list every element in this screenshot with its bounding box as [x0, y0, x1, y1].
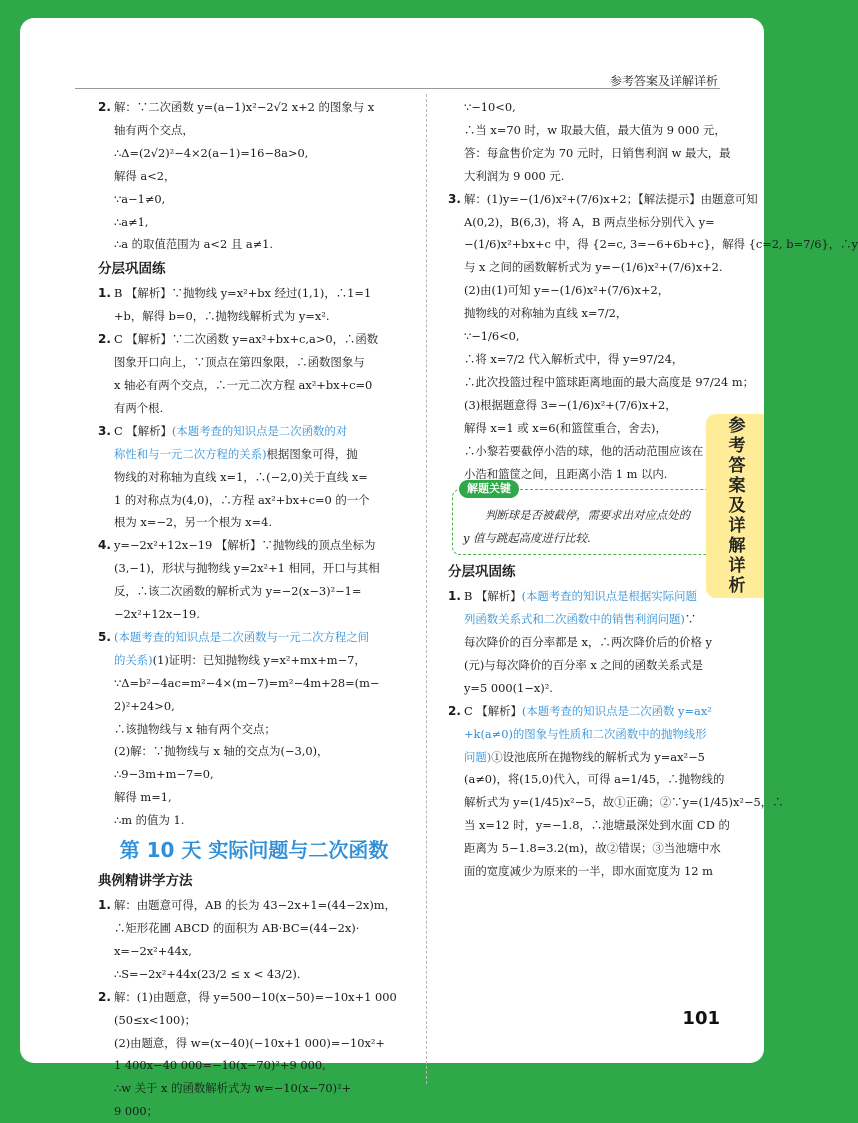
text-line: (3,−1)，形状与抛物线 y=2x²+1 相同，开口与其相 — [114, 561, 380, 576]
text-line: 判断球是否被截停，需要求出对应点处的 — [485, 508, 691, 523]
text-line: 解：由题意可得，AB 的长为 43−2x+1=(44−2x)m， — [114, 898, 396, 913]
item-number: 1. — [98, 898, 111, 913]
text-line: 根据图象可得，抛 — [266, 446, 358, 461]
text-line: 大利润为 9 000 元. — [464, 168, 565, 183]
text-line: 物线的对称轴为直线 x=1，∴(−2,0)关于直线 x= — [114, 469, 368, 484]
item-number: 2. — [98, 100, 111, 114]
text-line: B 【解析】∵抛物线 y=x²+bx 经过(1,1)，∴1=1 — [114, 286, 372, 301]
example-2-continued — [448, 96, 748, 188]
header-rule — [75, 88, 720, 89]
text-line: 小浩和篮筐之间，且距离小浩 1 m 以内. — [464, 466, 668, 481]
text-line: ∵−1/6<0, — [464, 329, 520, 344]
section-heading: 分层巩固练 — [448, 564, 516, 581]
text-line: C 【解析】∵二次函数 y=ax²+bx+c,a>0，∴函数 — [114, 332, 379, 347]
answer-label: C 【解析】 — [114, 423, 172, 438]
knowledge-note: (本题考查的知识点是二次函数与一元二次方程之间 — [114, 629, 370, 644]
item-number: 2. — [98, 332, 111, 347]
example-1 — [98, 894, 410, 986]
text-line: (2)由(1)可知 y=−(1/6)x²+(7/6)x+2， — [464, 283, 670, 298]
text-line: 9 000； — [114, 1104, 158, 1119]
right-column — [448, 96, 858, 883]
text-line: ∵a−1≠0, — [114, 191, 166, 206]
text-line: ∵ — [684, 612, 697, 627]
example-3 — [448, 188, 858, 486]
item-number: 3. — [448, 191, 461, 206]
practice-r1 — [448, 585, 748, 700]
text-line: ∴此次投篮过程中篮球距离地面的最大高度是 97/24 m； — [464, 374, 755, 389]
text-line: ∴a≠1, — [114, 214, 149, 229]
text-line: 根为 x=−2，另一个根为 x=4. — [114, 515, 272, 530]
text-line: −2x²+12x−19. — [114, 607, 200, 622]
item-number: 1. — [448, 589, 461, 604]
text-line: 解得 x=1 或 x=6(和篮筐重合，舍去)， — [464, 420, 667, 435]
text-line: 抛物线的对称轴为直线 x=7/2， — [464, 306, 628, 321]
item-number: 2. — [448, 703, 461, 718]
text-line: (50≤x<100)； — [114, 1012, 197, 1027]
knowledge-note: (本题考查的知识点是二次函数的对 — [171, 423, 348, 438]
item-number: 1. — [98, 286, 111, 301]
item-number: 4. — [98, 538, 111, 553]
text-line: (2)解：∵抛物线与 x 轴的交点为(−3,0)， — [114, 744, 329, 759]
chapter-side-tab[interactable] — [706, 414, 764, 598]
text-line: 2)²+24>0, — [114, 698, 175, 713]
text-line: y=−2x²+12x−19 【解析】∵抛物线的顶点坐标为 — [114, 538, 376, 553]
text-line: 反，∴该二次函数的解析式为 y=−2(x−3)²−1= — [114, 584, 362, 599]
text-line: y 值与跳起高度进行比较. — [463, 531, 591, 546]
text-line: A(0,2)，B(6,3)，将 A，B 两点坐标分别代入 y= — [464, 214, 715, 229]
knowledge-note: (本题考查的知识点是二次函数 y=ax² — [521, 703, 712, 718]
item-number: 2. — [98, 989, 111, 1004]
text-line: (1)证明：已知抛物线 y=x²+mx+m−7， — [152, 652, 366, 667]
section-heading: 典例精讲学方法 — [98, 873, 193, 890]
knowledge-note: +k(a≠0)的图象与性质和二次函数中的抛物线形 — [464, 726, 707, 741]
text-line: ∴a 的取值范围为 a<2 且 a≠1. — [114, 237, 274, 252]
practice-3 — [98, 420, 410, 535]
text-line: 面的宽度减少为原来的一半，即水面宽度为 12 m — [464, 864, 713, 879]
text-line: ∴将 x=7/2 代入解析式中，得 y=97/24， — [464, 351, 684, 366]
text-line: 解析式为 y=(1/45)x²−5，故①正确；②∵y=(1/45)x²−5，∴ — [464, 795, 784, 810]
text-line: −(1/6)x²+bx+c 中，得 {2=c, 3=−6+6b+c}，解得 {c=2, b=7/6}，∴y — [464, 237, 858, 252]
answer-2 — [98, 96, 410, 256]
text-line: ①设池底所在抛物线的解析式为 y=ax²−5 — [491, 749, 705, 764]
text-line: 距离为 5−1.8=3.2(m)，故②错误；③当池塘中水 — [464, 841, 721, 856]
text-line: 1 的对称点为(4,0)，∴方程 ax²+bx+c=0 的一个 — [114, 492, 370, 507]
knowledge-note: 列函数关系式和二次函数中的销售利润问题) — [464, 612, 685, 627]
text-line: ∴m 的值为 1. — [114, 813, 185, 828]
text-line: ∵Δ=b²−4ac=m²−4×(m−7)=m²−4m+28=(m− — [114, 675, 380, 690]
practice-4 — [98, 534, 410, 626]
running-header: 参考答案及详解详析 — [609, 74, 718, 88]
text-line: 1 400x−40 000=−10(x−70)²+9 000, — [114, 1058, 326, 1073]
text-line: ∴矩形花圃 ABCD 的面积为 AB·BC=(44−2x)· — [114, 921, 360, 935]
text-line: +b，解得 b=0，∴抛物线解析式为 y=x². — [114, 309, 330, 324]
knowledge-note: 的关系) — [114, 652, 153, 667]
text-line: y=5 000(1−x)². — [464, 680, 553, 695]
text-line: (元)与每次降价的百分率 x 之间的函数关系式是 — [464, 657, 703, 672]
knowledge-note: (本题考查的知识点是根据实际问题 — [521, 589, 697, 604]
text-line: (2)由题意，得 w=(x−40)(−10x+1 000)=−10x²+ — [114, 1035, 385, 1050]
text-line: 图象开口向上，∵顶点在第四象限，∴函数图象与 — [114, 355, 365, 370]
text-line: 解：(1)由题意，得 y=500−10(x−50)=−10x+1 000 — [114, 989, 397, 1004]
item-number: 5. — [98, 629, 111, 644]
text-line: ∵−10<0, — [464, 100, 516, 114]
page-number: 101 — [682, 1008, 720, 1029]
text-line: ∴当 x=70 时，w 取最大值，最大值为 9 000 元， — [464, 122, 726, 137]
text-line: 答：每盒售价定为 70 元时，日销售利润 w 最大，最 — [464, 145, 731, 160]
text-line: ∴该抛物线与 x 轴有两个交点； — [114, 721, 276, 736]
left-column — [98, 96, 410, 1123]
text-line: 解得 a<2， — [114, 168, 176, 183]
text-line: ∴w 关于 x 的函数解析式为 w=−10(x−70)²+ — [114, 1081, 352, 1096]
text-line: 当 x=12 时，y=−1.8，∴池塘最深处到水面 CD 的 — [464, 818, 730, 833]
knowledge-note: 问题) — [464, 749, 492, 764]
section-heading: 分层巩固练 — [98, 261, 166, 278]
item-number: 3. — [98, 423, 111, 438]
page-sheet — [20, 18, 858, 1119]
text-line: 解：∵二次函数 y=(a−1)x²−2√2 x+2 的图象与 x — [114, 100, 375, 114]
text-line: (a≠0)，将(15,0)代入，可得 a=1/45，∴抛物线的 — [464, 772, 725, 787]
text-line: x 轴必有两个交点，∴一元二次方程 ax²+bx+c=0 — [114, 377, 373, 392]
answer-label: C 【解析】 — [464, 703, 522, 718]
example-2 — [98, 986, 410, 1123]
text-line: ∴9−3m+m−7=0, — [114, 767, 214, 782]
text-line: 与 x 之间的函数解析式为 y=−(1/6)x²+(7/6)x+2. — [464, 260, 723, 275]
practice-5 — [98, 626, 410, 832]
text-line: ∴小黎若要截停小浩的球，他的活动范围应该在 — [464, 443, 704, 458]
text-line: ∴Δ=(2√2)²−4×2(a−1)=16−8a>0, — [114, 145, 309, 160]
text-line: 轴有两个交点， — [114, 122, 194, 137]
day-title: 第 10 天 实际问题与二次函数 — [119, 838, 389, 863]
text-line: ∴S=−2x²+44x(23/2 ≤ x < 43/2). — [114, 966, 301, 981]
practice-1 — [98, 282, 410, 328]
text-line: 解：(1)y=−(1/6)x²+(7/6)x+2；【解法提示】由题意可知 — [464, 191, 758, 206]
text-line: x=−2x²+44x, — [114, 943, 192, 958]
knowledge-note: 称性和与一元二次方程的关系) — [114, 446, 267, 461]
practice-r2 — [448, 700, 784, 883]
side-tab-label: 参考答案及详解详析 — [724, 416, 745, 596]
answer-label: B 【解析】 — [464, 589, 522, 604]
text-line: 有两个根. — [114, 400, 164, 415]
key-point-tag: 解题关键 — [459, 480, 519, 498]
text-line: 解得 m=1, — [114, 790, 172, 805]
practice-2 — [98, 328, 410, 420]
text-line: (3)根据题意得 3=−(1/6)x²+(7/6)x+2， — [464, 397, 677, 412]
text-line: 每次降价的百分率都是 x，∴两次降价后的价格 y — [464, 635, 712, 650]
column-divider — [426, 94, 427, 1084]
